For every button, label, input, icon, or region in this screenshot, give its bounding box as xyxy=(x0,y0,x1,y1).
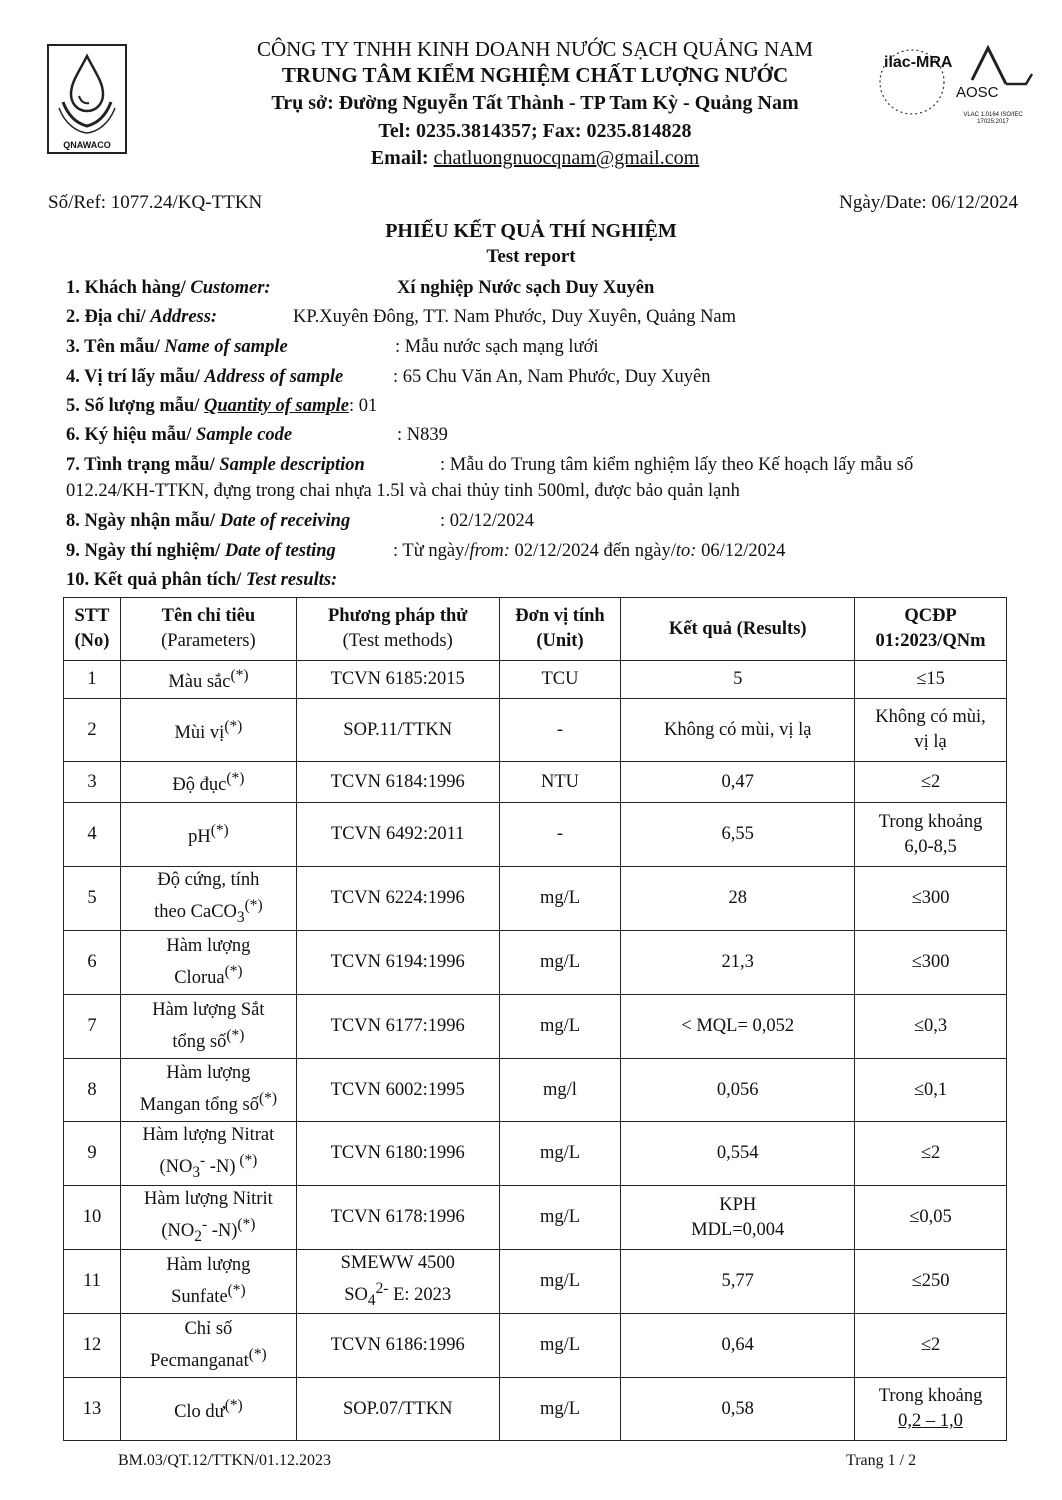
sample-code-label: 6. Ký hiệu mẫu/ Sample code xyxy=(66,425,293,445)
cell-no: 9 xyxy=(64,1122,121,1186)
info-address xyxy=(66,304,737,330)
table-row xyxy=(64,1378,1007,1441)
sample-quantity-value: : 01 xyxy=(348,396,378,416)
vlac-mark: VLAC 1.0164 ISO/IEC 17025:2017 xyxy=(963,112,1023,125)
cell-limit: Trong khoảng 0,2 – 1,0 xyxy=(855,1378,1007,1441)
cell-parameter: Hàm lượng Sunfate(*) xyxy=(120,1250,296,1314)
info-sample-location xyxy=(66,364,711,390)
cell-parameter: Hàm lượng Mangan tổng số(*) xyxy=(120,1059,296,1122)
cell-no: 13 xyxy=(64,1378,121,1441)
accreditation-marks xyxy=(876,44,1036,134)
cell-unit: mg/L xyxy=(499,931,621,995)
report-title: PHIẾU KẾT QUẢ THÍ NGHIỆM xyxy=(385,220,677,242)
cell-limit: ≤0,1 xyxy=(855,1059,1007,1122)
sample-location-label: 4. Vị trí lấy mẫu/ Address of sample xyxy=(66,367,344,387)
cell-result: 5,77 xyxy=(621,1250,855,1314)
cell-no: 11 xyxy=(64,1250,121,1314)
table-row xyxy=(64,1250,1007,1314)
info-sample-code xyxy=(66,422,448,448)
table-row xyxy=(64,931,1007,995)
cell-result: KPH MDL=0,004 xyxy=(621,1186,855,1250)
cell-no: 3 xyxy=(64,762,121,803)
address-label: 2. Địa chỉ/ Address: xyxy=(66,307,218,327)
sample-description-label: 7. Tình trạng mẫu/ Sample description xyxy=(66,455,365,475)
cell-result: 28 xyxy=(621,867,855,931)
cell-method: TCVN 6178:1996 xyxy=(296,1186,499,1250)
header-unit: Đơn vị tính (Unit) xyxy=(499,598,621,661)
sample-location-value: : 65 Chu Văn An, Nam Phước, Duy Xuyên xyxy=(393,367,711,387)
info-sample-description xyxy=(66,452,914,478)
info-test-results xyxy=(66,567,337,593)
date-testing-label: 9. Ngày thí nghiệm/ Date of testing xyxy=(66,541,336,561)
cell-unit: mg/l xyxy=(499,1059,621,1122)
sample-name-value: : Mẫu nước sạch mạng lưới xyxy=(395,337,599,357)
aosc-mark: AOSC xyxy=(956,84,999,101)
table-row xyxy=(64,1122,1007,1186)
cell-limit: ≤0,3 xyxy=(855,995,1007,1059)
table-row xyxy=(64,699,1007,762)
cell-method: SOP.11/TTKN xyxy=(296,699,499,762)
cell-limit: Không có mùi, vị lạ xyxy=(855,699,1007,762)
table-row xyxy=(64,661,1007,699)
info-customer xyxy=(66,275,655,301)
cell-no: 8 xyxy=(64,1059,121,1122)
cell-limit: ≤2 xyxy=(855,1122,1007,1186)
results-table xyxy=(63,597,1007,1441)
cell-limit: ≤300 xyxy=(855,867,1007,931)
company-address: Trụ sở: Đường Nguyễn Tất Thành - TP Tam Kỳ - Quảng Nam xyxy=(271,92,799,114)
cell-no: 6 xyxy=(64,931,121,995)
cell-parameter: Hàm lượng Nitrit ($NO_2^-$ -N)(*) xyxy=(120,1186,296,1250)
cell-limit: ≤2 xyxy=(855,762,1007,803)
page-number: Trang 1 / 2 xyxy=(846,1452,917,1469)
logo-caption: QNAWACO xyxy=(63,140,111,150)
info-sample-quantity xyxy=(66,393,377,419)
cell-parameter: Hàm lượng Sắt tổng số(*) xyxy=(120,995,296,1059)
cell-limit: Trong khoảng 6,0-8,5 xyxy=(855,803,1007,867)
cell-unit: mg/L xyxy=(499,1250,621,1314)
cell-method: TCVN 6185:2015 xyxy=(296,661,499,699)
test-results-label: 10. Kết quả phân tích/ Test results: xyxy=(66,570,338,590)
form-code: BM.03/QT.12/TTKN/01.12.2023 xyxy=(118,1452,332,1469)
customer-value: Xí nghiệp Nước sạch Duy Xuyên xyxy=(397,278,655,298)
sample-name-label: 3. Tên mẫu/ Name of sample xyxy=(66,337,288,357)
cell-parameter: Chỉ số Pecmanganat(*) xyxy=(120,1314,296,1378)
table-row xyxy=(64,867,1007,931)
cell-method: TCVN 6177:1996 xyxy=(296,995,499,1059)
info-sample-description-cont xyxy=(66,478,740,504)
cell-result: 5 xyxy=(621,661,855,699)
cell-no: 10 xyxy=(64,1186,121,1250)
header-parameters: Tên chỉ tiêu (Parameters) xyxy=(120,598,296,661)
cell-limit: ≤15 xyxy=(855,661,1007,699)
cell-unit: mg/L xyxy=(499,1122,621,1186)
table-row xyxy=(64,1186,1007,1250)
cell-result: Không có mùi, vị lạ xyxy=(621,699,855,762)
cell-parameter: Hàm lượng Clorua(*) xyxy=(120,931,296,995)
cell-no: 7 xyxy=(64,995,121,1059)
cell-parameter: Độ cứng, tính theo CaCO$_3$(*) xyxy=(120,867,296,931)
sample-description-value-cont: 012.24/KH-TTKN, đựng trong chai nhựa 1.5l và chai thủy tinh 500ml, được bảo quản lạnh xyxy=(66,481,740,501)
center-name: TRUNG TÂM KIỂM NGHIỆM CHẤT LƯỢNG NƯỚC xyxy=(281,63,789,87)
cell-unit: mg/L xyxy=(499,995,621,1059)
cell-method: TCVN 6492:2011 xyxy=(296,803,499,867)
cell-result: 21,3 xyxy=(621,931,855,995)
cell-limit: ≤0,05 xyxy=(855,1186,1007,1250)
info-date-receiving xyxy=(66,508,535,534)
cell-method: TCVN 6184:1996 xyxy=(296,762,499,803)
header-results: Kết quả (Results) xyxy=(621,598,855,661)
cell-result: 0,47 xyxy=(621,762,855,803)
cell-unit: mg/L xyxy=(499,1186,621,1250)
report-subtitle: Test report xyxy=(486,246,576,267)
info-sample-name xyxy=(66,334,599,360)
cell-parameter: Màu sắc(*) xyxy=(120,661,296,699)
report-date: Ngày/Date: 06/12/2024 xyxy=(839,192,1018,213)
customer-label: 1. Khách hàng/ Customer: xyxy=(66,278,271,298)
email-link[interactable]: chatluongnuocqnam@gmail.com xyxy=(433,147,700,169)
company-email-line xyxy=(140,145,930,171)
cell-method: SMEWW 4500 $SO_4^{2-}$ E: 2023 xyxy=(296,1250,499,1314)
table-row xyxy=(64,803,1007,867)
date-receiving-label: 8. Ngày nhận mẫu/ Date of receiving xyxy=(66,511,351,531)
cell-unit: mg/L xyxy=(499,867,621,931)
cell-unit: mg/L xyxy=(499,1378,621,1441)
header-standard: QCĐP 01:2023/QNm xyxy=(855,598,1007,661)
cell-result: 0,554 xyxy=(621,1122,855,1186)
info-date-testing xyxy=(66,538,786,564)
company-name: CÔNG TY TNHH KINH DOANH NƯỚC SẠCH QUẢNG NAM xyxy=(256,37,814,61)
cell-parameter: Hàm lượng Nitrat ($NO_3^-$ -N) (*) xyxy=(120,1122,296,1186)
cell-limit: ≤300 xyxy=(855,931,1007,995)
cell-unit: - xyxy=(499,803,621,867)
sample-quantity-label: 5. Số lượng mẫu/ Quantity of sample xyxy=(66,396,349,416)
cell-limit: ≤2 xyxy=(855,1314,1007,1378)
cell-unit: NTU xyxy=(499,762,621,803)
table-row xyxy=(64,1314,1007,1378)
cell-parameter: Mùi vị(*) xyxy=(120,699,296,762)
cell-method: TCVN 6224:1996 xyxy=(296,867,499,931)
sample-description-value: : Mẫu do Trung tâm kiểm nghiệm lấy theo Kế hoạch lấy mẫu số xyxy=(440,455,914,475)
cell-result: 0,64 xyxy=(621,1314,855,1378)
cell-parameter: Clo dư(*) xyxy=(120,1378,296,1441)
sample-code-value: : N839 xyxy=(397,425,448,445)
company-logo xyxy=(47,44,127,154)
water-drop-logo-icon xyxy=(49,46,125,138)
table-header-row xyxy=(64,598,1007,661)
cell-result: < MQL= 0,052 xyxy=(621,995,855,1059)
cell-no: 4 xyxy=(64,803,121,867)
table-row xyxy=(64,995,1007,1059)
cell-parameter: pH(*) xyxy=(120,803,296,867)
cell-method: TCVN 6194:1996 xyxy=(296,931,499,995)
cell-result: 6,55 xyxy=(621,803,855,867)
cell-no: 12 xyxy=(64,1314,121,1378)
cell-parameter: Độ đục(*) xyxy=(120,762,296,803)
cell-limit: ≤250 xyxy=(855,1250,1007,1314)
cell-result: 0,58 xyxy=(621,1378,855,1441)
header-methods: Phương pháp thử (Test methods) xyxy=(296,598,499,661)
reference-number: Số/Ref: 1077.24/KQ-TTKN xyxy=(48,192,263,213)
cell-unit: mg/L xyxy=(499,1314,621,1378)
cell-method: TCVN 6186:1996 xyxy=(296,1314,499,1378)
cell-no: 5 xyxy=(64,867,121,931)
date-receiving-value: : 02/12/2024 xyxy=(440,511,535,531)
cell-no: 2 xyxy=(64,699,121,762)
cell-unit: - xyxy=(499,699,621,762)
ilac-mra-mark: ilac-MRA xyxy=(884,54,953,71)
cell-method: TCVN 6180:1996 xyxy=(296,1122,499,1186)
cell-method: SOP.07/TTKN xyxy=(296,1378,499,1441)
cell-result: 0,056 xyxy=(621,1059,855,1122)
table-row xyxy=(64,1059,1007,1122)
date-testing-value: : Từ ngày/from: 02/12/2024 đến ngày/to: 06/12/2024 xyxy=(393,541,786,561)
cell-method: TCVN 6002:1995 xyxy=(296,1059,499,1122)
email-label: Email: xyxy=(370,147,429,169)
table-row xyxy=(64,762,1007,803)
company-phone: Tel: 0235.3814357; Fax: 0235.814828 xyxy=(378,120,692,142)
cell-unit: TCU xyxy=(499,661,621,699)
address-value: KP.Xuyên Đông, TT. Nam Phước, Duy Xuyên, Quảng Nam xyxy=(293,307,737,327)
cell-no: 1 xyxy=(64,661,121,699)
header-stt: STT (No) xyxy=(64,598,121,661)
